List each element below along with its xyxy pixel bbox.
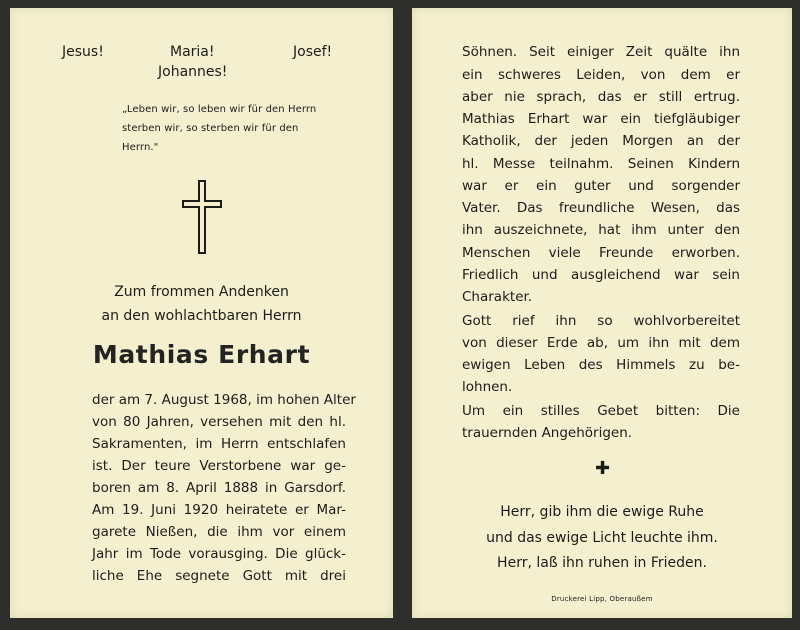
dedication-line: Zum frommen Andenken [114, 284, 289, 300]
text-line: Gott rief ihn so wohlvorbereitet [462, 313, 740, 329]
text-line: von 80 Jahren, versehen mit den hl. [92, 414, 346, 430]
text-line: Friedlich und ausgleichend war sein [462, 267, 740, 283]
text-line: hl. Messe teilnahm. Seinen Kindern [462, 156, 740, 172]
text-line: boren am 8. April 1888 in Garsdorf. [92, 480, 346, 496]
text-line: Vater. Das freundliche Wesen, das [462, 200, 740, 216]
deceased-name: Mathias Erhart [92, 340, 311, 369]
printer-imprint: Druckerei Lipp, Oberaußem [551, 595, 653, 603]
outlined-cross-icon [182, 180, 222, 254]
text-line: liche Ehe segnete Gott mit drei [92, 568, 346, 584]
text-line: ewigen Leben des Himmels zu be- [462, 357, 740, 373]
text-line: aber nie sprach, das er still ertrug. [462, 89, 740, 105]
prayer-line: Herr, laß ihn ruhen in Frieden. [497, 555, 707, 571]
text-line: von dieser Erde ab, um ihn mit dem [462, 335, 740, 351]
dedication-line: an den wohlachtbaren Herrn [101, 308, 302, 324]
text-line: lohnen. [462, 379, 513, 395]
text-line: Charakter. [462, 289, 533, 305]
text-line: Mathias Erhart war ein tiefgläubiger [462, 111, 740, 127]
text-line: Katholik, der jeden Morgen an der [462, 133, 740, 149]
text-line: Söhnen. Seit einiger Zeit quälte ihn [462, 44, 740, 60]
card-right-page [412, 8, 792, 618]
header-maria: Maria! [170, 44, 215, 60]
text-line: ist. Der teure Verstorbene war ge- [92, 458, 346, 474]
text-line: garete Nießen, die ihm vor einem [92, 524, 346, 540]
prayer-line: und das ewige Licht leuchte ihm. [486, 530, 718, 546]
quote-line: „Leben wir, so leben wir für den Herrn [122, 104, 317, 115]
text-line: Am 19. Juni 1920 heiratete er Mar- [92, 502, 346, 518]
quote-line: Herrn." [122, 142, 159, 153]
text-line: ihn auszeichnete, hat ihm unter den [462, 222, 740, 238]
text-line: Sakramenten, im Herrn entschlafen [92, 436, 346, 452]
text-line: ein schweres Leiden, von dem er [462, 67, 740, 83]
text-line: trauernden Angehörigen. [462, 425, 633, 441]
text-line: der am 7. August 1968, im hohen Alter [92, 392, 356, 408]
card-left-page [10, 8, 393, 618]
header-josef: Josef! [293, 44, 333, 60]
header-jesus: Jesus! [62, 44, 104, 60]
text-line: Menschen viele Freunde erworben. [462, 245, 740, 261]
text-line: Um ein stilles Gebet bitten: Die [462, 403, 740, 419]
small-cross-icon: ✚ [595, 458, 611, 479]
text-line: war er ein guter und sorgender [462, 178, 740, 194]
header-johannes: Johannes! [158, 64, 228, 80]
text-line: Jahr im Tode vorausging. Die glück- [92, 546, 346, 562]
quote-line: sterben wir, so sterben wir für den [122, 123, 299, 134]
prayer-line: Herr, gib ihm die ewige Ruhe [500, 504, 704, 520]
